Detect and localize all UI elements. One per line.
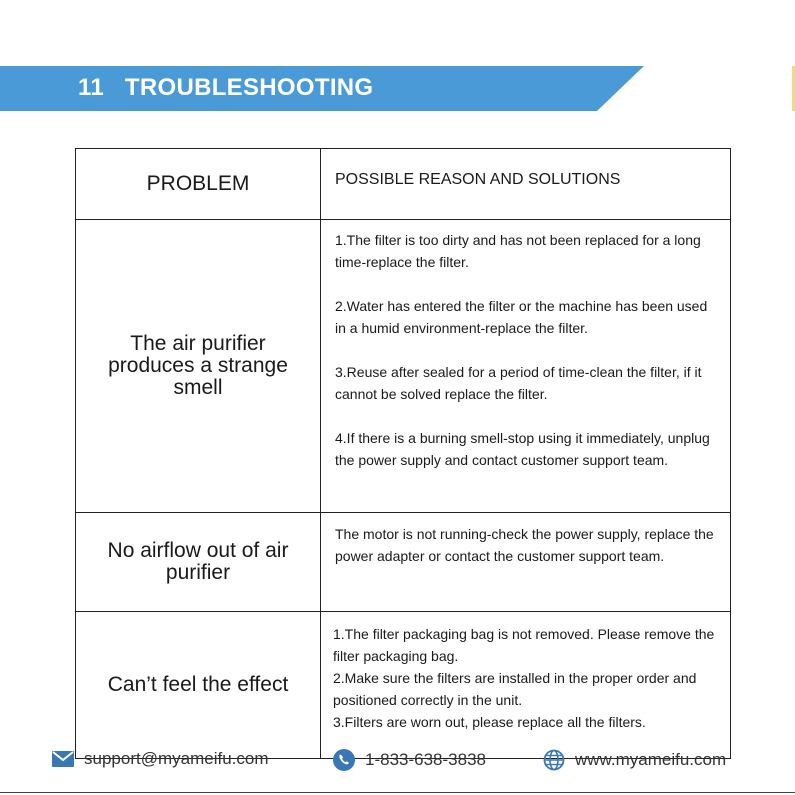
problem-cell: No airflow out of air purifier: [76, 513, 321, 612]
footer-phone[interactable]: [333, 749, 486, 771]
problem-cell: The air purifier produces a strange smell: [76, 220, 321, 513]
problem-column-header: PROBLEM: [76, 149, 321, 220]
footer-email[interactable]: [52, 749, 269, 769]
contact-footer: [0, 749, 795, 773]
solution-item: 3.Filters are worn out, please replace all the filters.: [333, 714, 646, 730]
table-header-row: [76, 149, 731, 220]
solution-item: 1.The filter is too dirty and has not been replaced for a long time-replace the filter.: [335, 232, 701, 270]
solution-item: 1.The filter packaging bag is not removed. Please remove the filter packaging bag.: [333, 626, 715, 664]
solution-item: 3.Reuse after sealed for a period of time-clean the filter, if it cannot be solved replace the filter.: [335, 364, 702, 402]
footer-divider: [0, 792, 795, 793]
section-title: [78, 74, 373, 102]
solution-item: 2.Water has entered the filter or the machine has been used in a humid environment-replace the filter.: [335, 298, 708, 336]
phone-icon: [333, 749, 355, 771]
table-row: [76, 220, 731, 513]
problem-cell: Can’t feel the effect: [76, 612, 321, 759]
email-link[interactable]: support@myameifu.com: [84, 749, 269, 768]
table-row: [76, 612, 731, 759]
section-number: 11: [78, 74, 104, 101]
section-heading: TROUBLESHOOTING: [124, 74, 374, 101]
solution-item: 2.Make sure the filters are installed in the proper order and positioned correctly in the unit.: [333, 670, 697, 708]
globe-icon: [543, 749, 565, 771]
solution-cell: [321, 513, 731, 612]
footer-website[interactable]: [543, 749, 726, 771]
table-row: [76, 513, 731, 612]
solutions-column-header: POSSIBLE REASON AND SOLUTIONS: [321, 149, 731, 220]
troubleshooting-table: [75, 148, 731, 759]
mail-icon: [52, 751, 74, 767]
solution-item: The motor is not running-check the power supply, replace the power adapter or contact the customer support team.: [335, 526, 714, 564]
solution-item: 4.If there is a burning smell-stop using it immediately, unplug the power supply and contact customer support team.: [335, 430, 710, 468]
phone-number[interactable]: 1-833-638-3838: [365, 750, 486, 769]
solution-cell: [321, 220, 731, 513]
website-link[interactable]: www.myameifu.com: [575, 750, 727, 769]
solution-cell: [321, 612, 731, 759]
